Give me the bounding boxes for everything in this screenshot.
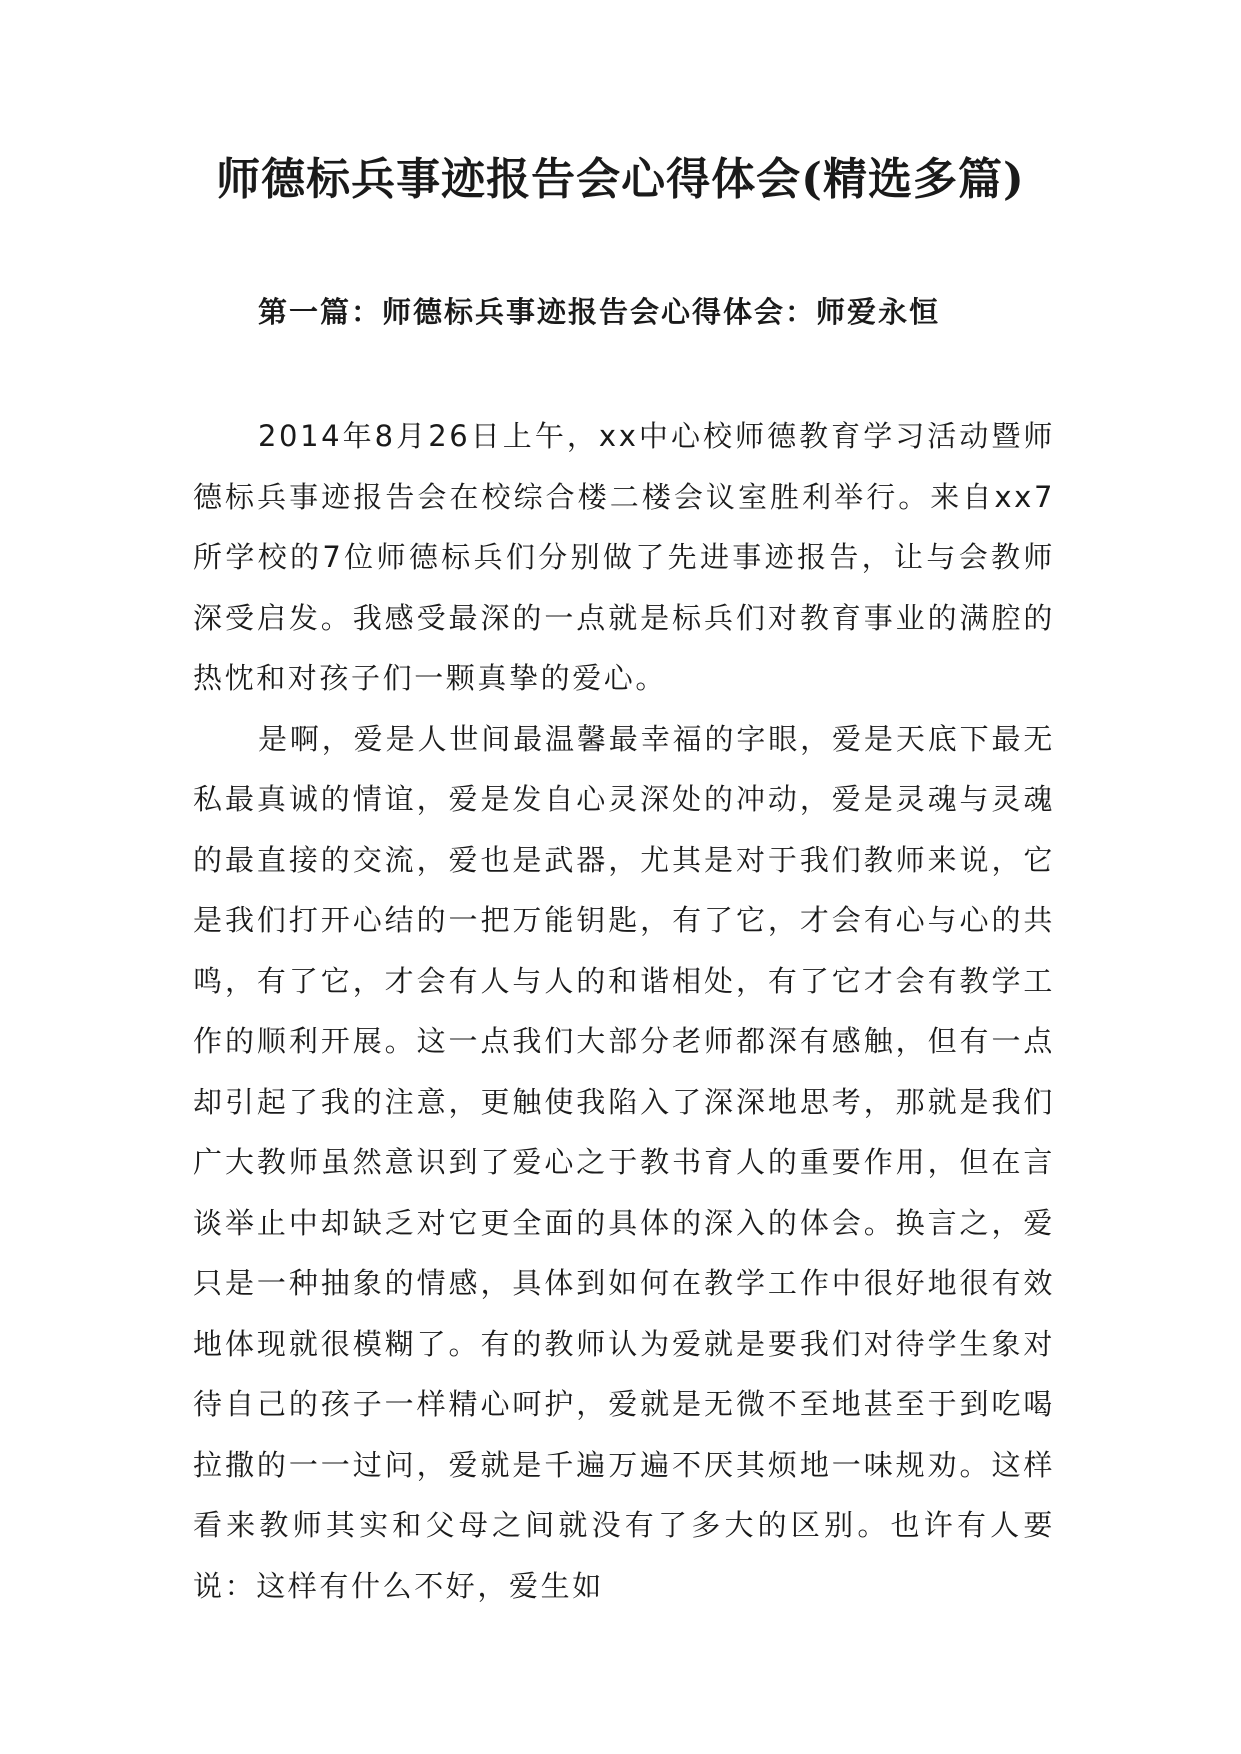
section-title: 第一篇：师德标兵事迹报告会心得体会：师爱永恒 [258, 295, 941, 329]
document-body [193, 406, 1055, 1616]
paragraph-2: 是啊，爱是人世间最温馨最幸福的字眼，爱是天底下最无私最真诚的情谊，爱是发自心灵深处的冲动，爱是灵魂与灵魂的最直接的交流，爱也是武器，尤其是对于我们教师来说，它是我们打开心结的一把万能钥匙，有了它，才会有心与心的共鸣，有了它，才会有人与人的和谐相处，有了它才会有教学工作的顺利开展。这一点我们大部分老师都深有感触，但有一点却引起了我的注意，更触使我陷入了深深地思考，那就是我们广大教师虽然意识到了爱心之于教书育人的重要作用，但在言谈举止中却缺乏对它更全面的具体的深入的体会。换言之，爱只是一种抽象的情感，具体到如何在教学工作中很好地很有效地体现就很模糊了。有的教师认为爱就是要我们对待学生象对待自己的孩子一样精心呵护，爱就是无微不至地甚至于到吃喝拉撒的一一过问，爱就是千遍万遍不厌其烦地一味规劝。这样看来教师其实和父母之间就没有了多大的区别。也许有人要说：这样有什么不好，爱生如 [193, 721, 1055, 1603]
paragraph-1: 2014年8月26日上午，xx中心校师德教育学习活动暨师德标兵事迹报告会在校综合楼二楼会议室胜利举行。来自xx7所学校的7位师德标兵们分别做了先进事迹报告，让与会教师深受启发。我感受最深的一点就是标兵们对教育事业的满腔的热忱和对孩子们一颗真挚的爱心。 [193, 419, 1055, 695]
document-title: 师德标兵事迹报告会心得体会(精选多篇) [216, 154, 1025, 205]
